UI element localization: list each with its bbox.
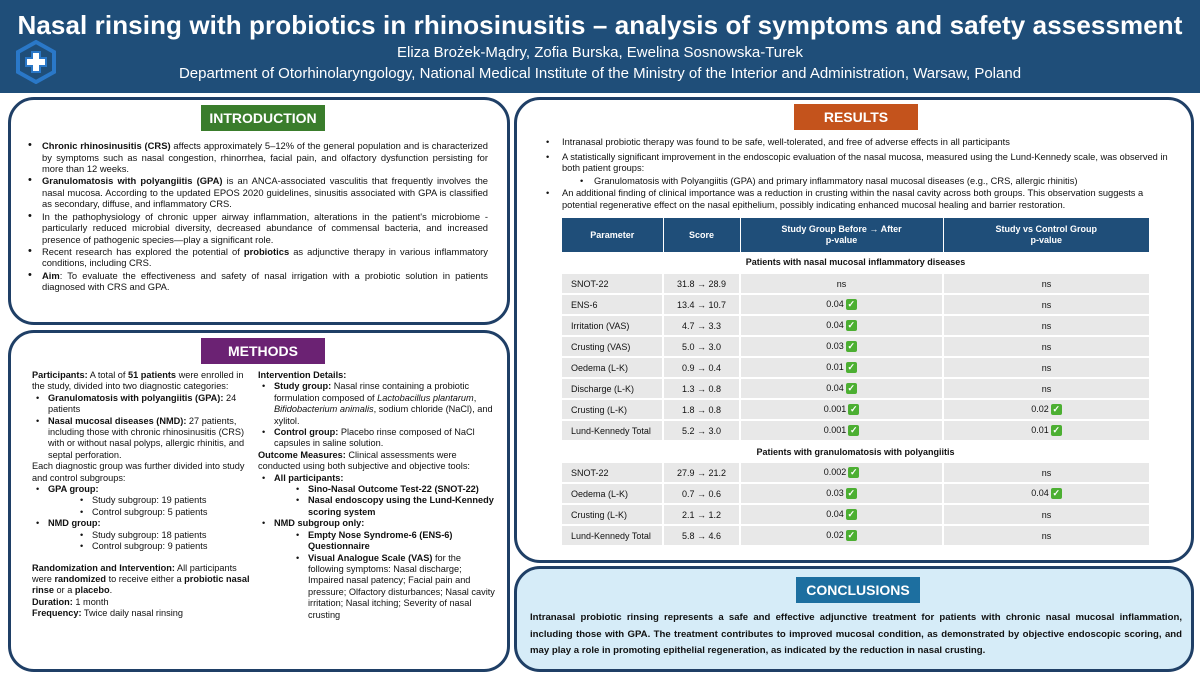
intro-item xyxy=(28,140,488,175)
p-value-cell xyxy=(943,399,1149,420)
p-value-cell xyxy=(943,294,1149,315)
p-value-cell xyxy=(943,420,1149,441)
intervention-list xyxy=(258,381,498,449)
medical-cross-logo-icon xyxy=(15,40,57,84)
p-value-cell xyxy=(740,336,943,357)
score-cell: 31.8 → 28.9 xyxy=(663,273,740,294)
outcome-text: Clinical assessments were conducted using both subjective and objective tools: xyxy=(258,449,470,472)
table-row xyxy=(562,294,1149,315)
score-cell: 13.4 → 10.7 xyxy=(663,294,740,315)
p-value-cell xyxy=(740,525,943,546)
participants-label: Participants: xyxy=(32,370,88,380)
p-value-cell xyxy=(740,273,943,294)
table-row xyxy=(562,357,1149,378)
randomization-text: All participants were xyxy=(32,562,237,584)
p-value-cell xyxy=(740,315,943,336)
methods-right-column xyxy=(258,370,498,621)
p-value-cell xyxy=(943,315,1149,336)
green-checkmark-icon: ✓ xyxy=(847,362,856,373)
table-group-row xyxy=(562,252,1149,273)
p-value-cell xyxy=(943,357,1149,378)
gpa-text: 24 patients xyxy=(48,392,237,415)
p-value: 0.002 xyxy=(823,466,847,477)
parameter-cell: ENS-6 xyxy=(562,294,663,315)
vas-label: Visual Analogue Scale (VAS) xyxy=(308,552,433,563)
p-value: ns xyxy=(1041,278,1052,289)
intro-item xyxy=(28,175,488,210)
intro-item-text: affects approximately 5–12% of the general population and is characterized by symptoms such as nasal congestion, rhinorrhea, facial pain, and olfactory dysfunction persisting for more than 12 weeks. xyxy=(42,140,488,175)
frequency-line xyxy=(32,608,258,619)
green-checkmark-icon: ✓ xyxy=(847,530,856,541)
randomization-bold: probiotic nasal rinse xyxy=(32,573,250,596)
header-text: Study Group Before → After xyxy=(781,224,902,234)
p-value: ns xyxy=(1041,467,1052,478)
parameter-cell: Crusting (L-K) xyxy=(562,399,663,420)
p-value-cell xyxy=(740,504,943,525)
p-value: 0.02 xyxy=(826,529,844,540)
intervention-label: Intervention Details: xyxy=(258,370,347,380)
duration-value: 1 month xyxy=(72,596,109,607)
ens-item xyxy=(258,530,498,553)
header-study-before-after xyxy=(740,218,943,252)
nmd-study-subgroup: • Study subgroup: 18 patients xyxy=(32,530,258,541)
poster-affiliation: Department of Otorhinolaryngology, National Medical Institute of the Ministry of the Interior and Administration, Warsaw, Poland xyxy=(178,65,1022,82)
header-text: p-value xyxy=(1030,235,1062,245)
study-group-text: Nasal rinse containing a probiotic formulation composed of xyxy=(274,381,470,403)
p-value: ns xyxy=(1041,320,1052,331)
introduction-list xyxy=(28,140,488,293)
header-text: Study vs Control Group xyxy=(995,224,1097,234)
p-value-cell xyxy=(740,483,943,504)
control-group-text: Placebo rinse composed of NaCl capsules in saline solution. xyxy=(274,427,475,449)
p-value-cell xyxy=(740,378,943,399)
p-value-cell xyxy=(740,420,943,441)
green-checkmark-icon: ✓ xyxy=(847,320,856,331)
header-text: p-value xyxy=(825,235,858,245)
parameter-cell: Lund-Kennedy Total xyxy=(562,420,663,441)
results-item: • A statistically significant improvement in the endoscopic evaluation of the nasal mucosa, measured using the Lund-Kennedy scale, was observed in both patient groups: xyxy=(546,152,1176,175)
outcome-label: Outcome Measures: xyxy=(258,449,346,460)
randomization-text: . xyxy=(109,585,113,596)
score-cell: 2.1 → 1.2 xyxy=(663,504,740,525)
introduction-heading: INTRODUCTION xyxy=(201,105,325,131)
results-subitem: • Granulomatosis with Polyangiitis (GPA) and primary inflammatory nasal mucosal diseases (e.g., CRS, allergic rhinitis) xyxy=(546,176,1176,188)
ens-text: Empty Nose Syndrome-6 (ENS-6) Questionnaire xyxy=(308,529,453,552)
all-participants-label xyxy=(258,473,498,484)
score-cell: 0.9 → 0.4 xyxy=(663,357,740,378)
category-item xyxy=(32,416,258,462)
p-value: ns xyxy=(1041,383,1052,394)
conclusions-heading: CONCLUSIONS xyxy=(796,577,920,603)
frequency-label: Frequency: xyxy=(32,608,82,619)
p-value: 0.04 xyxy=(826,382,844,393)
study-group-item xyxy=(258,381,498,427)
p-value: 0.001 xyxy=(823,424,847,435)
species-name: Bifidobacterium animalis xyxy=(274,404,374,415)
parameter-cell: SNOT-22 xyxy=(562,273,663,294)
subgroups-intro: Each diagnostic group was further divided into study and control subgroups: xyxy=(32,461,245,483)
category-item xyxy=(32,393,258,416)
all-participants-text: All participants: xyxy=(274,472,344,483)
p-value: ns xyxy=(1041,362,1052,373)
participants-paragraph xyxy=(32,370,258,393)
results-item: • An additional finding of clinical importance was a reduction in crusting within the nasal cavity across both groups. This observation suggests a potential regenerative effect on the nasal epithelium, possibly indicating enhanced mucosal healing and barrier restoration. xyxy=(546,188,1176,211)
table-header-row xyxy=(562,218,1149,252)
green-checkmark-icon: ✓ xyxy=(847,488,856,499)
study-group-text: , sodium chloride (NaCl), and xylitol. xyxy=(274,404,493,426)
p-value: ns xyxy=(1041,509,1052,520)
green-checkmark-icon: ✓ xyxy=(849,404,858,415)
green-checkmark-icon: ✓ xyxy=(847,341,856,352)
control-group-label: Control group: xyxy=(274,427,339,438)
results-item: • Intranasal probiotic therapy was found to be safe, well-tolerated, and free of adverse effects in all participants xyxy=(546,137,1176,149)
p-value-cell xyxy=(740,357,943,378)
study-group-label: Study group: xyxy=(274,381,332,392)
duration-line xyxy=(32,597,258,608)
p-value: 0.04 xyxy=(826,508,844,519)
randomization-text: or a xyxy=(53,585,75,596)
green-checkmark-icon: ✓ xyxy=(847,299,856,310)
intro-item-text: as adjunctive therapy in various inflammatory conditions, including CRS. xyxy=(42,245,488,269)
parameter-cell: Discharge (L-K) xyxy=(562,378,663,399)
table-row xyxy=(562,399,1149,420)
p-value: 0.04 xyxy=(1031,487,1049,498)
results-table xyxy=(562,218,1149,547)
p-value-cell xyxy=(943,504,1149,525)
score-cell: 1.8 → 0.8 xyxy=(663,399,740,420)
intro-item-bold: Chronic rhinosinusitis (CRS) xyxy=(42,140,171,151)
p-value: 0.02 xyxy=(1031,403,1049,414)
intro-item xyxy=(28,270,488,293)
p-value-cell xyxy=(740,399,943,420)
score-cell: 5.8 → 4.6 xyxy=(663,525,740,546)
parameter-cell: Irritation (VAS) xyxy=(562,315,663,336)
group-label: Patients with granulomatosis with polyangiitis xyxy=(562,441,1149,462)
study-group-text: , xyxy=(473,392,477,403)
p-value-cell xyxy=(943,462,1149,483)
nmd-label: Nasal mucosal diseases (NMD): xyxy=(48,415,187,426)
p-value: 0.001 xyxy=(823,403,847,414)
intro-item-bold: probiotics xyxy=(243,245,290,257)
intro-item-bold: Granulomatosis with polyangiitis (GPA) xyxy=(42,175,223,187)
randomization-bold: randomized xyxy=(54,573,107,584)
green-checkmark-icon: ✓ xyxy=(1052,488,1061,499)
green-checkmark-icon: ✓ xyxy=(849,467,858,478)
table-row xyxy=(562,483,1149,504)
table-row xyxy=(562,420,1149,441)
p-value-cell xyxy=(943,273,1149,294)
p-value-cell xyxy=(740,462,943,483)
p-value: ns xyxy=(1041,341,1052,352)
table-row xyxy=(562,462,1149,483)
p-value-cell xyxy=(943,483,1149,504)
nmd-control-subgroup: • Control subgroup: 9 patients xyxy=(32,541,258,552)
intro-item-text: : To evaluate the effectiveness and safety of nasal irrigation with a probiotic solution in patients diagnosed with CRS and GPA. xyxy=(42,269,488,293)
header-score: Score xyxy=(663,218,740,252)
nmd-only-label xyxy=(258,518,498,529)
parameter-cell: Oedema (L-K) xyxy=(562,357,663,378)
score-cell: 1.3 → 0.8 xyxy=(663,378,740,399)
nmd-group-label xyxy=(32,518,258,529)
participants-text: A total of xyxy=(87,370,129,380)
nmd-text: 27 patients, including those with chronic rhinosinusitis (CRS) with or without nasal polyps, allergic rhinitis, and septal perforation. xyxy=(48,415,245,460)
parameter-cell: SNOT-22 xyxy=(562,462,663,483)
randomization-bold: placebo xyxy=(74,585,110,596)
methods-left-column xyxy=(32,370,258,620)
intervention-heading xyxy=(258,370,498,381)
vas-text: for the following symptoms: Nasal discharge; Impaired nasal patency; Facial pain and pressure; Olfactory disturbances; Nasal cavity irritation; Nasal itching; Severity of nasal crusting xyxy=(308,552,495,620)
species-name: Lactobacillus plantarum xyxy=(377,392,474,403)
vas-item xyxy=(258,553,498,621)
control-group-item xyxy=(258,427,498,450)
p-value-cell xyxy=(943,378,1149,399)
randomization-label: Randomization and Intervention: xyxy=(32,562,175,573)
intro-item-text: is an ANCA-associated vasculitis that frequently involves the nasal mucosa. According to the updated EPOS 2020 guidelines, sinusitis associated with GPA is classified as secondary, diffuse, and inflammatory CRS. xyxy=(42,175,488,210)
endoscopy-item xyxy=(258,495,498,518)
outcome-paragraph xyxy=(258,450,498,473)
intro-item xyxy=(28,246,488,269)
green-checkmark-icon: ✓ xyxy=(1052,404,1061,415)
duration-label: Duration: xyxy=(32,596,73,607)
p-value: ns xyxy=(1041,530,1052,541)
p-value: 0.04 xyxy=(826,319,844,330)
participants-text: were enrolled in the study, divided into two diagnostic categories: xyxy=(32,370,244,392)
methods-heading: METHODS xyxy=(201,338,325,364)
table-row xyxy=(562,525,1149,546)
randomization-text: to receive either a xyxy=(106,573,185,584)
header-parameter: Parameter xyxy=(562,218,663,252)
poster-authors: Eliza Brożek-Mądry, Zofia Burska, Ewelina Sosnowska-Turek xyxy=(397,44,803,61)
p-value-cell xyxy=(943,525,1149,546)
categories-list xyxy=(32,393,258,461)
p-value: 0.04 xyxy=(826,298,844,309)
score-cell: 5.2 → 3.0 xyxy=(663,420,740,441)
intro-item-pre: Recent research has explored the potential of xyxy=(42,245,244,257)
intro-item-bold: Aim xyxy=(42,269,60,281)
frequency-value: Twice daily nasal rinsing xyxy=(81,608,183,619)
gpa-label: Granulomatosis with polyangiitis (GPA): xyxy=(48,392,224,403)
table-group-row xyxy=(562,441,1149,462)
randomization-paragraph xyxy=(32,563,258,597)
intro-item xyxy=(28,211,488,246)
gpa-study-subgroup: • Study subgroup: 19 patients xyxy=(32,495,258,506)
gpa-group-text: GPA group: xyxy=(48,484,99,495)
outcome-list xyxy=(258,473,498,621)
score-cell: 27.9 → 21.2 xyxy=(663,462,740,483)
p-value-cell xyxy=(740,294,943,315)
participants-count: 51 patients xyxy=(128,370,177,380)
table-row xyxy=(562,378,1149,399)
parameter-cell: Crusting (L-K) xyxy=(562,504,663,525)
p-value: 0.01 xyxy=(1031,424,1049,435)
green-checkmark-icon: ✓ xyxy=(847,509,856,520)
nmd-only-text: NMD subgroup only: xyxy=(274,518,365,529)
parameter-cell: Lund-Kennedy Total xyxy=(562,525,663,546)
score-cell: 5.0 → 3.0 xyxy=(663,336,740,357)
conclusions-text: Intranasal probiotic rinsing represents a safe and effective adjunctive treatment for patients with chronic nasal mucosal inflammation, including those with GPA. The treatment contributes to improved mucosal condition, as demonstrated by objective endoscopic scoring, and may play a role in promoting epithelial regeneration, as indicated by the reduction in nasal crusting. xyxy=(530,612,1182,656)
score-cell: 4.7 → 3.3 xyxy=(663,315,740,336)
poster-title: Nasal rinsing with probiotics in rhinosinusitis – analysis of symptoms and safety assessment xyxy=(17,10,1183,40)
results-heading: RESULTS xyxy=(794,104,918,130)
poster-header xyxy=(0,0,1200,93)
p-value-cell xyxy=(943,336,1149,357)
table-row xyxy=(562,315,1149,336)
p-value: 0.03 xyxy=(826,340,844,351)
snot-text: Sino-Nasal Outcome Test-22 (SNOT-22) xyxy=(308,484,479,495)
subgroups-list xyxy=(32,484,258,552)
green-checkmark-icon: ✓ xyxy=(847,383,856,394)
parameter-cell: Oedema (L-K) xyxy=(562,483,663,504)
p-value: ns xyxy=(1041,299,1052,310)
header-study-vs-control xyxy=(943,218,1149,252)
table-row xyxy=(562,504,1149,525)
table-row xyxy=(562,336,1149,357)
green-checkmark-icon: ✓ xyxy=(1052,425,1061,436)
p-value: 0.03 xyxy=(826,487,844,498)
parameter-cell: Crusting (VAS) xyxy=(562,336,663,357)
endoscopy-text: Nasal endoscopy using the Lund-Kennedy scoring system xyxy=(308,495,494,517)
gpa-control-subgroup: • Control subgroup: 5 patients xyxy=(32,507,258,518)
green-checkmark-icon: ✓ xyxy=(849,425,858,436)
table-row xyxy=(562,273,1149,294)
snot-item xyxy=(258,484,498,495)
score-cell: 0.7 → 0.6 xyxy=(663,483,740,504)
intro-item-text: In the pathophysiology of chronic upper airway inflammation, alterations in the patient's microbiome - particularly reduced microbial diversity, decreased abundance of commensal bacteria, and increased presence of pathogenic species—play a significant role. xyxy=(42,210,488,245)
nmd-group-text: NMD group: xyxy=(48,518,101,529)
p-value: ns xyxy=(836,278,847,289)
p-value: 0.01 xyxy=(826,361,844,372)
gpa-group-label xyxy=(32,484,258,495)
group-label: Patients with nasal mucosal inflammatory diseases xyxy=(562,252,1149,273)
results-list xyxy=(546,137,1176,215)
